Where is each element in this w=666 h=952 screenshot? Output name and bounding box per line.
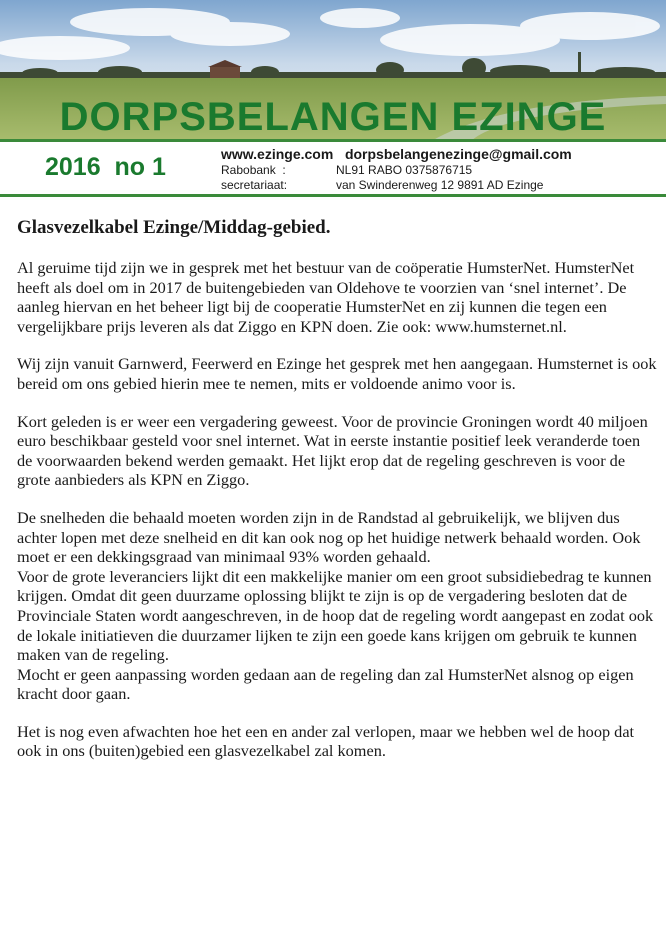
article-paragraph: De snelheden die behaald moeten worden zijn in de Randstad al gebruikelijk, we blijven dus achter lopen met deze snelheid en dit kan ook nog op het huidige netwerk behaald worden. Ook moet er een dekkingsgraad van minimaal 93% worden gehaald.: [17, 507, 641, 567]
email-link[interactable]: dorpsbelangenezinge@gmail.com: [344, 146, 572, 162]
secretariat-label: secretariaat:: [221, 178, 288, 192]
article-paragraph: Het is nog even afwachten hoe het een en ander zal verlopen, maar we hebben wel de hoop dat ook in ons (buiten)gebied een glasvezelkabel zal komen.: [17, 721, 635, 761]
website-link[interactable]: www.ezinge.com: [221, 146, 334, 162]
bank-account: NL91 RABO 0375876715: [336, 163, 473, 177]
web-contact-line: [221, 146, 572, 163]
article-paragraph: Wij zijn vanuit Garnwerd, Feerwerd en Ezinge het gesprek met hen aangegaan. Humsternet is ook bereid om ons gebied hierin mee te nemen, mits er voldoende animo voor is.: [17, 354, 657, 393]
article-paragraph: Voor de grote leveranciers lijkt dit een makkelijke manier om een groot subsidiebedrag te kunnen krijgen. Omdat dit geen duurzame oplossing blijkt te zijn is op de vergadering besloten dat de Provinciale Staten wordt aangeschreven, in de hoop dat de regeling wordt aangepast en zodat ook de lokale initiatieven die duurzamer lijken te zijn een goede kans krijgen om gebruik te kunnen maken van de regeling.: [17, 566, 654, 665]
bank-label: Rabobank :: [221, 163, 286, 177]
article: [17, 216, 657, 779]
masthead-divider-top: [0, 139, 666, 142]
bank-row: [221, 163, 572, 178]
masthead-divider-bottom: [0, 194, 666, 197]
article-paragraph: Al geruime tijd zijn we in gesprek met het bestuur van de coöperatie HumsterNet. HumsterNet heeft als doel om in 2017 de buitengebieden van Oldehove te voorzien van ‘snel internet’. De aanleg hiervan en het beheer ligt bij de cooperatie HumsterNet en zij kunnen die tegen een vergelijkbare prijs leveren als dat Ziggo en KPN doen. Zie ook: www.humsternet.nl.: [17, 258, 635, 336]
article-headline: Glasvezelkabel Ezinge/Middag-gebied.: [17, 217, 331, 238]
masthead-title: DORPSBELANGEN EZINGE: [59, 95, 607, 139]
issue-number: 2016 no 1: [45, 153, 166, 181]
contact-block: [221, 146, 572, 193]
secretariat-row: [221, 178, 572, 193]
article-paragraph: Kort geleden is er weer een vergadering geweest. Voor de provincie Groningen wordt 40 miljoen euro beschikbaar gesteld voor snel internet. Wat in eerste instantie positief leek veranderde toen de voorwaarden bekend werden gemaakt. Het lijkt erop dat de regeling geschreven is voor de grote aanbieders als KPN en Ziggo.: [17, 411, 648, 490]
article-paragraph: Mocht er geen aanpassing worden gedaan aan de regeling dan zal HumsterNet alsnog op eigen kracht door gaan.: [17, 664, 634, 704]
secretariat-address: van Swinderenweg 12 9891 AD Ezinge: [336, 178, 544, 192]
